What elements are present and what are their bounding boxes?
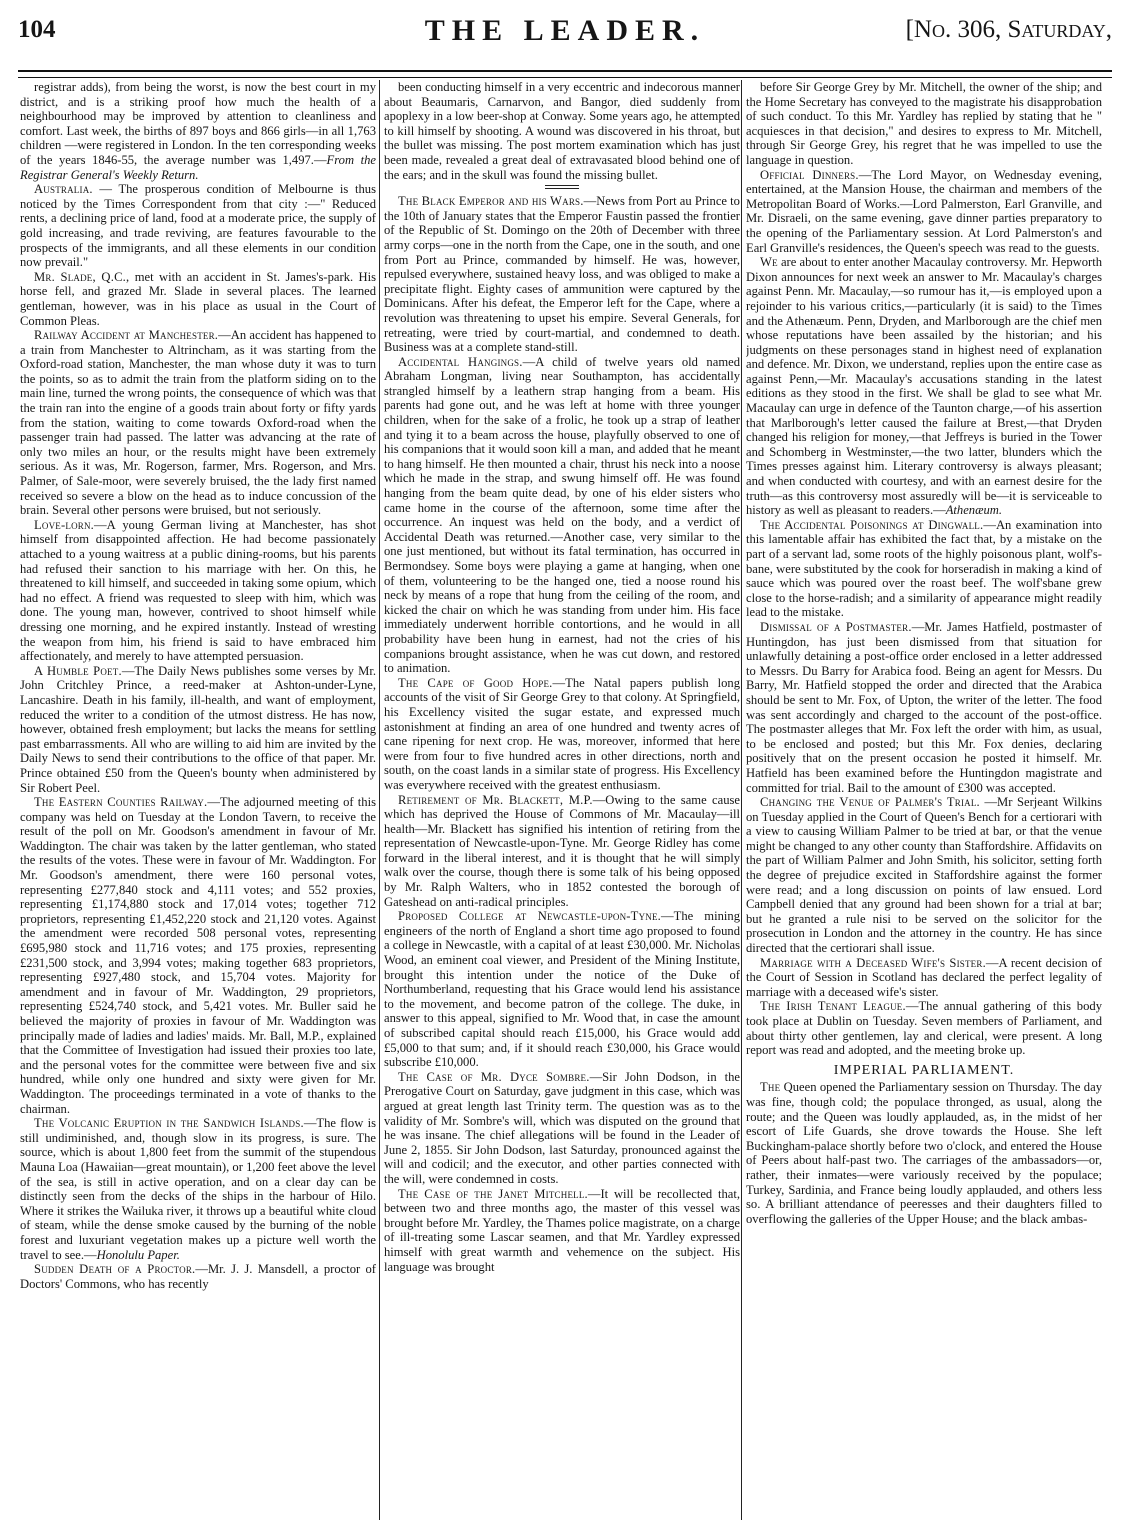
article-paragraph	[384, 80, 740, 182]
article-text: —The Daily News publishes some verses by Mr. John Critchley Prince, a reed-maker at Ashton-under-Lyne, Lancashire. Death in his family, ill-health, and want of employment, reduced the writer to a condition of the utmost distress. He has now, however, obtained fresh employment; but lacks the means for settling past embarrassments. All who are willing to aid him are invited by the Daily News to send their contributions to the office of that paper. Mr. Prince obtained £50 from the Queen's bounty when administered by Sir Robert Peel.	[20, 663, 376, 795]
article-text: been conducting himself in a very eccentric and indecorous manner about Beaumaris, Carnarvon, and Bangor, died suddenly from apoplexy in a low beer-shop at Conway. Some years ago, he attempted to kill himself by shooting. A wound was discovered in his throat, but the bullet was missing. The post mortem examination which has just been made, revealed a great deal of extravasated blood behind one of the ears; and in the skull was found the missing bullet.	[384, 80, 740, 182]
article-heading: Official Dinners.	[760, 167, 859, 182]
article-paragraph	[746, 999, 1102, 1057]
article-heading: Mr. Slade, Q.C.,	[34, 269, 130, 284]
article-heading: Dismissal of a Postmaster.	[760, 619, 912, 634]
article-heading: Retirement of Mr. Blackett, M.P.	[398, 792, 593, 807]
newspaper-title: THE LEADER.	[424, 14, 706, 47]
article-text: —The annual gathering of this body took place at Dublin on Tuesday. Seven members of Parliament, and about thirty other gentlemen, lay and clerical, were present. A long report was read and adopted, and the meeting broke up.	[746, 999, 1102, 1058]
article-heading: The Accidental Poisonings at Dingwall.	[760, 517, 984, 532]
article-paragraph	[20, 328, 376, 518]
article-heading: Australia.	[34, 182, 93, 197]
article-text: —The Lord Mayor, on Wednesday evening, entertained, at the Mansion House, the chairman and members of the Metropolitan Board of Works.—Lord Palmerston, Earl Granville, and Mr. Disraeli, on the same evening, gave dinner parties preparatory to the opening of the Parliamentary session. At Lord Palmerston's and Earl Granville's residences, the Queen's speech was read to the guests.	[746, 167, 1102, 255]
article-paragraph	[20, 1116, 376, 1262]
parliament-articles	[746, 1080, 1102, 1226]
article-text: —The mining engineers of the north of England a short time ago proposed to found a college in Newcastle, with a capital of at least £30,000. Mr. Nicholas Wood, an eminent coal viewer, and President of the Mining Institute, brought this intention under the notice of the Duke of Northumberland, requesting that his Grace would lend his assistance to the movement, and become patron of the college. The duke, in answer to this appeal, signified to Mr. Wood that, in case the amount of subscribed capital should reach £15,000, his Grace would add £5,000 to that sum; and, if it should reach £30,000, his Grace would subscribe £10,000.	[384, 909, 740, 1070]
column-divider	[741, 80, 742, 1520]
article-text: —It will be recollected that, between two and three months ago, the master of this vessel was brought before Mr. Yardley, the Thames police magistrate, on a charge of ill-treating some Lascar seamen, and that Mr. Yardley expressed himself with great warmth and vehemence on the subject. His language was brought	[384, 1186, 740, 1274]
article-text: registrar adds), from being the worst, is now the best court in my district, and is a striking proof how much the health of a neighbourhood may be improved by attention to cleanliness and comfort. Last week, the births of 897 boys and 866 girls—in all 1,763 children —were registered in London. In the ten corresponding weeks of the years 1846-55, the average number was 1,497.—	[20, 80, 376, 167]
article-heading: The Cape of Good Hope.	[398, 675, 553, 690]
article-heading: The Black Emperor and his Wars.	[398, 194, 584, 209]
article-heading: Changing the Venue of Palmer's Trial.	[760, 795, 980, 810]
article-text: —Mr Serjeant Wilkins on Tuesday applied in the Court of Queen's Bench for a certiorari with a view to causing William Palmer to be tried at bar, or that the venue might be changed to any other county than Staffordshire. Affidavits on the part of William Palmer and John Smith, his solicitor, setting forth the degree of prejudice excited in Staffordshire against the former were read; and a long discussion on points of law ensued. Lord Campbell denied that any ground had been shown for a trial at bar; but he granted a rule nisi to be served on the solicitor for the prosecution in London and the attorney in the country. He has since directed that the certiorari shall issue.	[746, 795, 1102, 956]
article-heading: The	[760, 1080, 781, 1095]
article-heading: We	[760, 255, 778, 270]
article-paragraph	[384, 1070, 740, 1187]
article-text: —The flow is still undiminished, and, though slow in its progress, is sure. The source, which is about 1,800 feet from the summit of the stupendous Mauna Loa (Hawaiian—great mountain), or 1,200 feet above the level of the sea, is still in active operation, and on a clear day can be distinctly seen from the decks of the ships in the harbour of Hilo. Where it strikes the Wailuka river, it throws up a beautiful white cloud of steam, while the dense smoke caused by the burning of the noble forest and luxuriant vegetation makes up a picture well worth the travel to see.—	[20, 1116, 376, 1262]
masthead-rule	[18, 70, 1112, 78]
article-paragraph	[384, 1187, 740, 1275]
issue-label: [No. 306, Saturday,	[905, 16, 1112, 43]
article-text: met with an accident in St. James's-park. His horse fell, and grazed Mr. Slade in several places. The learned gentleman, however, was in his place as usual in the Court of Common Pleas.	[20, 269, 376, 328]
article-paragraph	[746, 255, 1102, 518]
article-paragraph	[746, 80, 1102, 168]
section-title-parliament: IMPERIAL PARLIAMENT.	[833, 1062, 1015, 1078]
article-source: Athenæum.	[945, 503, 1003, 518]
article-paragraph	[20, 270, 376, 328]
article-paragraph	[384, 909, 740, 1070]
separator-rule	[545, 185, 579, 189]
article-text: —Owing to the same cause which has deprived the House of Commons of Mr. Macaulay—ill health—Mr. Blackett has signified his intention of retiring from the representation of Newcastle-upon-Tyne. Mr. George Ridley has come forward in the liberal interest, and it is thought that he will simply walk over the course, though there is some talk of his being opposed by Mr. Ralph Walters, who in 1852 contested the borough of Gateshead on anti-radical principles.	[384, 792, 740, 909]
article-text: —An examination into this lamentable affair has exhibited the fact that, by a mistake on the part of a servant lad, some roots of the highly poisonous plant, wolf's-bane, were substituted by the cook for horseradish in making a kind of sauce which was poured over the roast beef. The wolf'sbane grew close to the horse-radish; and a similarity of appearance might readily lead to the mistake.	[746, 517, 1102, 620]
article-heading: Accidental Hangings.	[398, 354, 523, 369]
article-paragraph	[384, 355, 740, 676]
article-text: Queen opened the Parliamentary session on Thursday. The day was fine, though cold; the populace thronged, as usual, along the route; and the Queen was loudly applauded, as, in the midst of her escort of Life Guards, she drove towards the House. She left Buckingham-palace shortly before two o'clock, and entered the House of Peers about half-past two. The carriages of the ambassadors—or, rather, their inmates—were variously received by the populace; Turkey, Sardinia, and France being loudly applauded, and others less so. A brilliant attendance of peeresses and their daughters filled to overflowing the galleries of the Upper House; and the black ambas-	[746, 1080, 1102, 1226]
article-heading: The Case of the Janet Mitchell.	[398, 1186, 588, 1201]
article-paragraph	[384, 676, 740, 793]
article-paragraph	[746, 168, 1102, 256]
article-text: —A young German living at Manchester, has shot himself from disappointed affection. He had become passionately attached to a young waitress at a public dining-rooms, but his parents had refused their sanction to his marriage with her. On this, he threatened to kill himself, and succeeded in taking some opium, which had no effect. A friend was requested to sleep with him, which was done. The young man, however, contrived to shoot himself while dressing one morning, and he expired instantly. Instead of wresting the weapon from him, his friend is said to have embraced him affectionately, and merely to have attempted persuasion.	[20, 517, 376, 664]
article-paragraph	[384, 793, 740, 910]
article-paragraph	[746, 1080, 1102, 1226]
column-divider	[379, 80, 380, 1520]
article-heading: Proposed College at Newcastle-upon-Tyne.	[398, 909, 662, 924]
column-1	[20, 80, 376, 1520]
article-paragraph	[20, 1262, 376, 1291]
article-source: Honolulu Paper.	[96, 1247, 180, 1262]
masthead	[18, 6, 1112, 64]
article-heading: Railway Accident at Manchester.	[34, 328, 219, 343]
article-text: —Mr. James Hatfield, postmaster of Huntingdon, has just been dismissed from that situation for unlawfully detaining a post-office order enclosed in a letter addressed to Messrs. Du Barry for Arabica food. Being an agent for Messrs. Du Barry, Mr. Hatfield stopped the order and directed that the Arabica should be sent to Mr. Fox, of Upton, the writer of the letter. The food was sent accordingly and charged to the account of the post-office. The postmaster alleges that Mr. Fox left the order with him, as usual, to be enclosed and posted; but this Mr. Fox denies, declaring positively that on the present occasion he posted it himself. Mr. Hatfield has been examined before the Huntingdon magistrate and committed for trial. Bail to the amount of £300 was accepted.	[746, 619, 1102, 795]
article-paragraph	[746, 620, 1102, 795]
article-heading: Sudden Death of a Proctor.	[34, 1262, 196, 1277]
article-heading: The Eastern Counties Railway.	[34, 795, 208, 810]
article-paragraph	[746, 795, 1102, 956]
article-paragraph	[20, 182, 376, 270]
article-text: —A child of twelve years old named Abraham Longman, living near Southampton, has accidentally strangled himself by a leathern strap hanging from a beam. His parents had gone out, and he was left at home with three younger children, when for the sake of a frolic, he took up a strap of leather and tying it to a beam across the house, playfully observed to one of his companions that it would soon kill a man, and added that he meant to hang himself. He then mounted a chair, thrust his neck into a noose which he made in the strap, and swung himself off. He was found hanging from the beam quite dead, by one of his elder sisters who came home in the course of the afternoon, some time after the occurrence. An inquest was held on the body, and a verdict of Accidental Death was returned.—Another case, very similar to the one just mentioned, but without its fatal termination, has occurred in Bermondsey. Some boys were playing a game at hanging, when one of them, volunteering to be the hanged one, tied a noose round his neck by means of a rope that hung from the ceiling of the room, and kicked the chair on which he was standing from under him. His face immediately underwent horrible contortions, and he would in all probability have been hung in earnest, had not the cries of his companions brought assistance, when he was cut down, and restored to animation.	[384, 354, 740, 676]
article-text: —A recent decision of the Court of Session in Scotland has declared the perfect legality of marriage with a deceased wife's sister.	[746, 955, 1102, 999]
article-paragraph	[20, 664, 376, 795]
article-heading: A Humble Poet.	[34, 663, 122, 678]
article-text: —Sir John Dodson, in the Prerogative Court on Saturday, gave judgment in this case, which was argued at great length last Trinity term. The question was as to the validity of Mr. Sombre's will, which was disputed on the ground that he was insane. The chief allegations will be found in the Leader of June 2, 1855. Sir John Dodson, last Saturday, pronounced against the will and codicil; and the executor, and other parties connected with the will, were condemned in costs.	[384, 1069, 740, 1186]
article-heading: The Volcanic Eruption in the Sandwich Islands.	[34, 1116, 304, 1131]
article-text: —The adjourned meeting of this company was held on Tuesday at the London Tavern, to receive the result of the poll on Mr. Goodson's amendment in favour of Mr. Waddington. The chair was taken by the latter gentleman, who stated the results of the votes. These were in favour of Mr. Waddington. For Mr. Goodson's amendment, there were 160 personal votes, representing £277,840 stock and 4,111 votes; and 552 proxies, representing £1,174,880 stock and 17,014 votes; together 712 proprietors, representing £1,452,220 stock and 21,120 votes. Against the amendment were recorded 508 personal votes, representing £695,980 stock and 11,716 votes; and 175 proxies, representing £231,500 stock, and 3,994 votes; making together 683 proprietors, representing £927,480 stock, and 15,704 votes. Majority for amendment and in favour of Mr. Waddington, 29 proprietors, representing £524,740 stock, and 5,421 votes. Mr. Buller said he believed the majority of proxies in favour of Mr. Waddington was principally made of ladies and ladies' maids. Mr. Ball, M.P., explained that the Committee of Investigation had issued their proxies too late, and the personal votes for the committee were between five and six hundred, while only one hundred and sixty were given for Mr. Waddington. The proceedings terminated in a vote of thanks to the chairman.	[20, 795, 376, 1116]
article-source: From the Registrar General's Weekly Return.	[20, 152, 376, 182]
article-text: — The prosperous condition of Melbourne is thus noticed by the Times Correspondent from that city :—" Reduced rents, a declining price of land, food at a moderate price, the supply of gold increasing, and trade reviving, are features favourable to the prospects of the immigrants, and all these elements in our condition now prevail."	[20, 182, 376, 270]
article-heading: Love-lorn.	[34, 517, 95, 532]
column-3	[746, 80, 1102, 1520]
article-paragraph	[384, 194, 740, 355]
article-heading: Marriage with a Deceased Wife's Sister.	[760, 955, 986, 970]
column-2	[384, 80, 740, 1520]
page-number: 104	[18, 16, 56, 43]
article-text: —Mr. J. J. Mansdell, a proctor of Doctors' Commons, who has recently	[20, 1262, 376, 1291]
article-heading: The Irish Tenant League.	[760, 999, 906, 1014]
article-text: before Sir George Grey by Mr. Mitchell, the owner of the ship; and the Home Secretary has conveyed to the magistrate his disapprobation of such conduct. To this Mr. Yardley has replied by stating that he " acquiesces in that decision," and desires to express to Mr. Mitchell, through Sir George Grey, his regret that he was impelled to use the language in question.	[746, 80, 1102, 167]
article-heading: The Case of Mr. Dyce Sombre.	[398, 1069, 590, 1084]
article-paragraph	[20, 80, 376, 182]
article-text: —News from Port au Prince to the 10th of January states that the Emperor Faustin passed the frontier of the Republic of St. Domingo on the 20th of December with three army corps—one in the north from the Cape, one in the south, and one from Port au Prince, commanded by himself. He was, however, repulsed everywhere, sustained heavy loss, and was obliged to make a precipitate flight. Eighty cases of ammunition were captured by the Dominicans. After his defeat, the Emperor left for the Cape, where a revolution was threatening to upset his empire. Several Generals, for retreating, were tried by court-martial, and condemned to death. Business was at a complete stand-still.	[384, 194, 740, 355]
article-text: are about to enter another Macaulay controversy. Mr. Hepworth Dixon announces for next week an answer to Mr. Macaulay's charges against Penn. Mr. Macaulay,—so rumour has it,—is employed upon a rejoinder to his various critics,—particularly (it is said) to the Times and the Athenæum. Penn, Dryden, and Marlborough are the chief men whose reputations have been assailed by the historian; and his judgments on these personages stand in highest need of explanation and defence. Mr. Dixon, we understand, replies upon the entire case as against Penn,—Mr. Macaulay's accusations standing in the latest editions as they stood in the first. We shall be glad to see what Mr. Macaulay can urge in defence of the Taunton charge,—of his assertion that Marlborough's letter caused the failure at Brest,—that Dryden changed his religion for money,—that Jeffreys is buried in the Tower and Schomberg in Westminster,—the two latter, blunders which the Times presses against him. Literary controversy is always pleasant; and when conducted with courtesy, and with an earnest desire for the truth—as this controversy most assuredly will be—it is serviceable to history as well as pleasant to readers.—	[746, 255, 1102, 518]
article-paragraph	[746, 956, 1102, 1000]
column-3-articles	[746, 80, 1102, 1058]
article-text: —An accident has happened to a train from Manchester to Altrincham, as it was starting from the Oxford-road station, Manchester, the man whose duty it was to turn the points, so as to admit the train from the platform siding on to the main line, turned the wrong points, the consequence of which was that the train ran into the engine of a goods train about forty or fifty yards from the station, waiting to come towards Oxford-road when the passenger train had passed. The latter was advancing at the rate of only two miles an hour, or the results might have been extremely serious. As it was, Mr. Rogerson, farmer, Mrs. Rogerson, and Mrs. Palmer, of Sale-moor, were severely bruised, the the lady first named received so severe a blow on the head as to induce concussion of the brain. Several other persons were bruised, but not seriously.	[20, 328, 376, 518]
article-paragraph	[20, 795, 376, 1116]
article-paragraph	[746, 518, 1102, 620]
article-text: —The Natal papers publish long accounts of the visit of Sir George Grey to that colony. At Springfield, his Excellency visited the sugar estate, and expressed much astonishment at finding an area of one hundred and twenty acres of cane ripening for next crop. He was, moreover, informed that here were from four to five hundred acres in other directions, north and south, on the coast lands in a similar state of progress. His Excellency was everywhere received with the greatest enthusiasm.	[384, 675, 740, 792]
article-paragraph	[20, 518, 376, 664]
